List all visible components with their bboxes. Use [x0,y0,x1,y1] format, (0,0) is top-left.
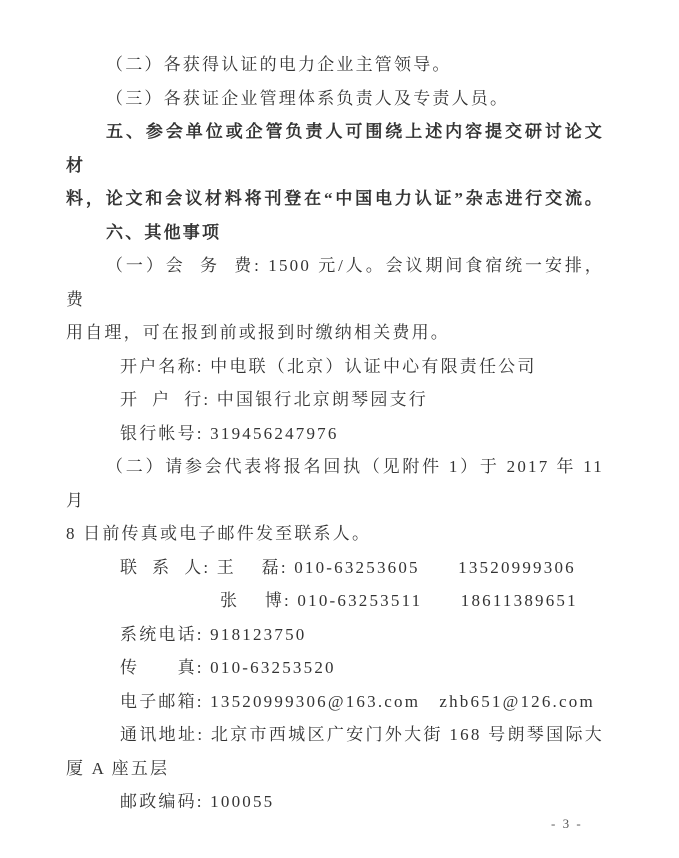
document-line: 料，论文和会议材料将刊登在“中国电力认证”杂志进行交流。 [66,189,604,208]
document-line: 系统电话: 918123750 [120,624,307,644]
document-line: 银行帐号: 319456247976 [120,423,339,443]
document-line: 传 真: 010-63253520 [120,658,336,677]
document-line: 张 博: 010-63253511 18611389651 [220,591,578,610]
document-line: 用自理，可在报到前或报到时缴纳相关费用。 [66,323,450,342]
document-body [66,48,604,819]
document-line: （一）会 务 费: 1500 元/人。会议期间食宿统一安排，费 [66,256,604,309]
document-line: 六、其他事项 [106,222,222,242]
document-line: 厦 A 座五层 [66,758,170,778]
document-line: 邮政编码: 100055 [120,792,275,811]
document-line: 联 系 人: 王 磊: 010-63253605 13520999306 [120,557,576,577]
document-line: （二）请参会代表将报名回执（见附件 1）于 2017 年 11 月 [66,457,604,510]
document-line: 通讯地址: 北京市西城区广安门外大街 168 号朗琴国际大 [120,725,604,744]
document-line: （二）各获得认证的电力企业主管领导。 [106,55,452,74]
document-line: （三）各获证企业管理体系负责人及专责人员。 [106,88,510,108]
document-line: 开户名称: 中电联（北京）认证中心有限责任公司 [120,356,537,376]
document-line: 电子邮箱: 13520999306@163.com zhb651@126.com [120,691,595,711]
document-line: 开 户 行: 中国银行北京朗琴园支行 [120,390,428,409]
page-number: - 3 - [551,816,583,831]
document-line: 五、参会单位或企管负责人可围绕上述内容提交研讨论文材 [66,122,604,175]
document-line: 8 日前传真或电子邮件发至联系人。 [66,524,372,543]
